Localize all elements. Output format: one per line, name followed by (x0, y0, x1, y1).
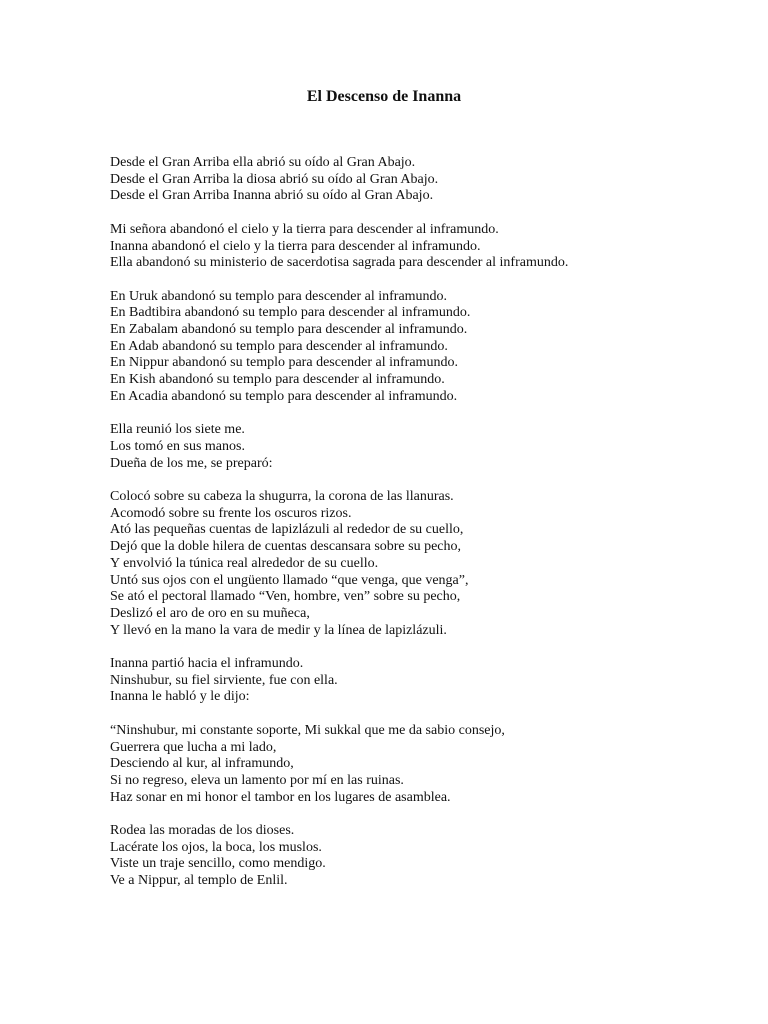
poem-line: En Acadia abandonó su templo para descender al inframundo. (110, 388, 458, 404)
poem-line: Se ató el pectoral llamado “Ven, hombre, ven” sobre su pecho, (110, 589, 461, 605)
poem-line: “Ninshubur, mi constante soporte, Mi sukkal que me da sabio consejo, (110, 722, 505, 738)
poem-line: Haz sonar en mi honor el tambor en los lugares de asamblea. (110, 789, 451, 805)
poem-line: Y llevó en la mano la vara de medir y la línea de lapizlázuli. (110, 622, 447, 638)
document-title: El Descenso de Inanna (306, 88, 462, 105)
poem-line: Rodea las moradas de los dioses. (110, 823, 295, 839)
poem-line: Ninshubur, su fiel sirviente, fue con ella. (110, 672, 338, 688)
stanza (110, 155, 750, 205)
poem-line: Mi señora abandonó el cielo y la tierra para descender al inframundo. (110, 221, 499, 237)
poem-line: Colocó sobre su cabeza la shugurra, la corona de las llanuras. (110, 489, 454, 504)
poem-line: Desde el Gran Arriba ella abrió su oído al Gran Abajo. (110, 155, 416, 170)
poem-line: En Kish abandonó su templo para descender al inframundo. (110, 372, 445, 388)
poem-line: En Adab abandonó su templo para descender al inframundo. (110, 338, 448, 354)
poem-line: En Uruk abandonó su templo para descender al inframundo. (110, 288, 448, 304)
poem-line: Lacérate los ojos, la boca, los muslos. (110, 839, 322, 855)
stanza (110, 656, 750, 706)
stanza (110, 222, 750, 272)
poem-line: Guerrera que lucha a mi lado, (110, 739, 277, 755)
poem-line: Ve a Nippur, al templo de Enlil. (110, 873, 288, 889)
poem-line: Ató las pequeñas cuentas de lapizlázuli al rededor de su cuello, (110, 522, 464, 538)
poem-line: Inanna partió hacia el inframundo. (110, 656, 304, 672)
poem-line: En Zabalam abandonó su templo para descender al inframundo. (110, 322, 468, 337)
poem-line: Desciendo al kur, al inframundo, (110, 756, 294, 772)
poem-line: En Nippur abandonó su templo para descender al inframundo. (110, 355, 458, 371)
poem-line: Deslizó el aro de oro en su muñeca, (110, 605, 310, 621)
stanza (110, 823, 750, 890)
poem-line: Los tomó en sus manos. (110, 438, 245, 454)
poem-line: Untó sus ojos con el ungüento llamado “que venga, que venga”, (110, 572, 469, 588)
poem-line: Si no regreso, eleva un lamento por mí en las ruinas. (110, 772, 404, 788)
stanza (110, 422, 750, 472)
poem-line: Inanna le habló y le dijo: (110, 689, 250, 705)
poem-line: Acomodó sobre su frente los oscuros rizos. (110, 505, 352, 521)
poem-line: Ella reunió los siete me. (110, 422, 245, 438)
stanza (110, 289, 750, 406)
poem-line: Inanna abandonó el cielo y la tierra para descender al inframundo. (110, 238, 481, 254)
poem-line: Y envolvió la túnica real alrededor de su cuello. (110, 555, 379, 571)
poem-line: En Badtibira abandonó su templo para descender al inframundo. (110, 305, 471, 321)
stanza (110, 489, 750, 639)
stanza (110, 723, 750, 807)
poem-line: Viste un traje sencillo, como mendigo. (110, 856, 326, 872)
poem-line: Dueña de los me, se preparó: (110, 455, 273, 471)
poem-line: Ella abandonó su ministerio de sacerdotisa sagrada para descender al inframundo. (110, 255, 569, 271)
poem-line: Desde el Gran Arriba la diosa abrió su oído al Gran Abajo. (110, 171, 439, 187)
poem-body (110, 155, 750, 907)
poem-line: Desde el Gran Arriba Inanna abrió su oído al Gran Abajo. (110, 188, 434, 204)
poem-line: Dejó que la doble hilera de cuentas descansara sobre su pecho, (110, 539, 462, 555)
